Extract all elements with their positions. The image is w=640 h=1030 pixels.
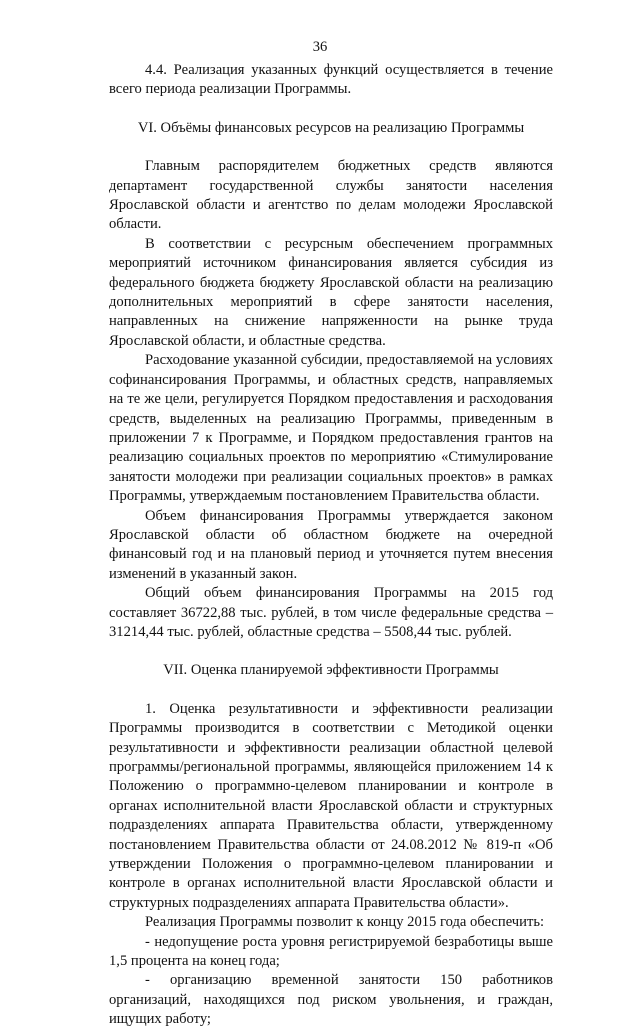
paragraph-result-intro: Реализация Программы позволит к концу 2015 года обеспечить: — [145, 914, 545, 931]
paragraph-spending: Расходование указанной субсидии, предоставляемой на условиях софинансирования Программы, и областных средств, направляемых на те же цели, регулируется Порядком предоставления и расходования средств, выделенных на реализацию Программы, приведенным в приложении 7 к Программе, и Порядком предоставления грантов на реализацию социальных проектов по мероприятию «Стимулирование занятости молодежи при реализации социальных проектов» в рамках Программы, утверждаемым постановлением Правительства области. — [109, 352, 553, 505]
paragraph-volume: Объем финансирования Программы утверждается законом Ярославской области об областном бюджете на очередной финансовый год и на плановый период и уточняется путем внесения изменений в указанный закон. — [109, 507, 553, 582]
section-heading-vi: VI. Объёмы финансовых ресурсов на реализацию Программы — [137, 119, 525, 136]
page-number: 36 — [312, 39, 328, 55]
paragraph-assessment: 1. Оценка результативности и эффективности реализации Программы производится в соответствии с Методикой оценки результативности и эффективности реализации областной целевой программы/региональной программы, являющейся приложением 14 к Положению о программно-целевом планировании и контроле в органах исполнительной власти Ярославской области и структурных подразделениях аппарата Правительства области, утвержденному постановлением Правительства области от 24.08.2012 № 819-п «Об утверждении Положения о программно-целевом планировании и контроле в органах исполнительной власти Ярославской области и структурных подразделениях аппарата Правительства области». — [109, 700, 553, 911]
section-heading-vii: VII. Оценка планируемой эффективности Программы — [163, 662, 499, 679]
paragraph-bullet-temporary-employment: - организацию временной занятости 150 работников организаций, находящихся под риском увольнения, и граждан, ищущих работу; — [109, 972, 553, 1028]
paragraph-main-manager: Главным распорядителем бюджетных средств являются департамент государственной службы занятости населения Ярославской области и агентство по делам молодежи Ярославской области. — [109, 158, 553, 233]
paragraph-4-4: 4.4. Реализация указанных функций осуществляется в течение всего периода реализации Программы. — [109, 62, 553, 98]
paragraph-total: Общий объем финансирования Программы на 2015 год составляет 36722,88 тыс. рублей, в том числе федеральные средства – 31214,44 тыс. рублей, областные средства – 5508,44 тыс. рублей. — [109, 585, 553, 640]
document-body — [109, 61, 553, 1030]
paragraph-subsidy: В соответствии с ресурсным обеспечением программных мероприятий источником финансирования является субсидия из федерального бюджета бюджету Ярославской области на реализацию дополнительных мероприятий в сфере занятости населения, направленных на снижение напряженности на рынке труда Ярославской области, и областные средства. — [109, 235, 553, 349]
paragraph-bullet-unemployment: - недопущение роста уровня регистрируемой безработицы выше 1,5 процента на конец года; — [109, 933, 553, 970]
